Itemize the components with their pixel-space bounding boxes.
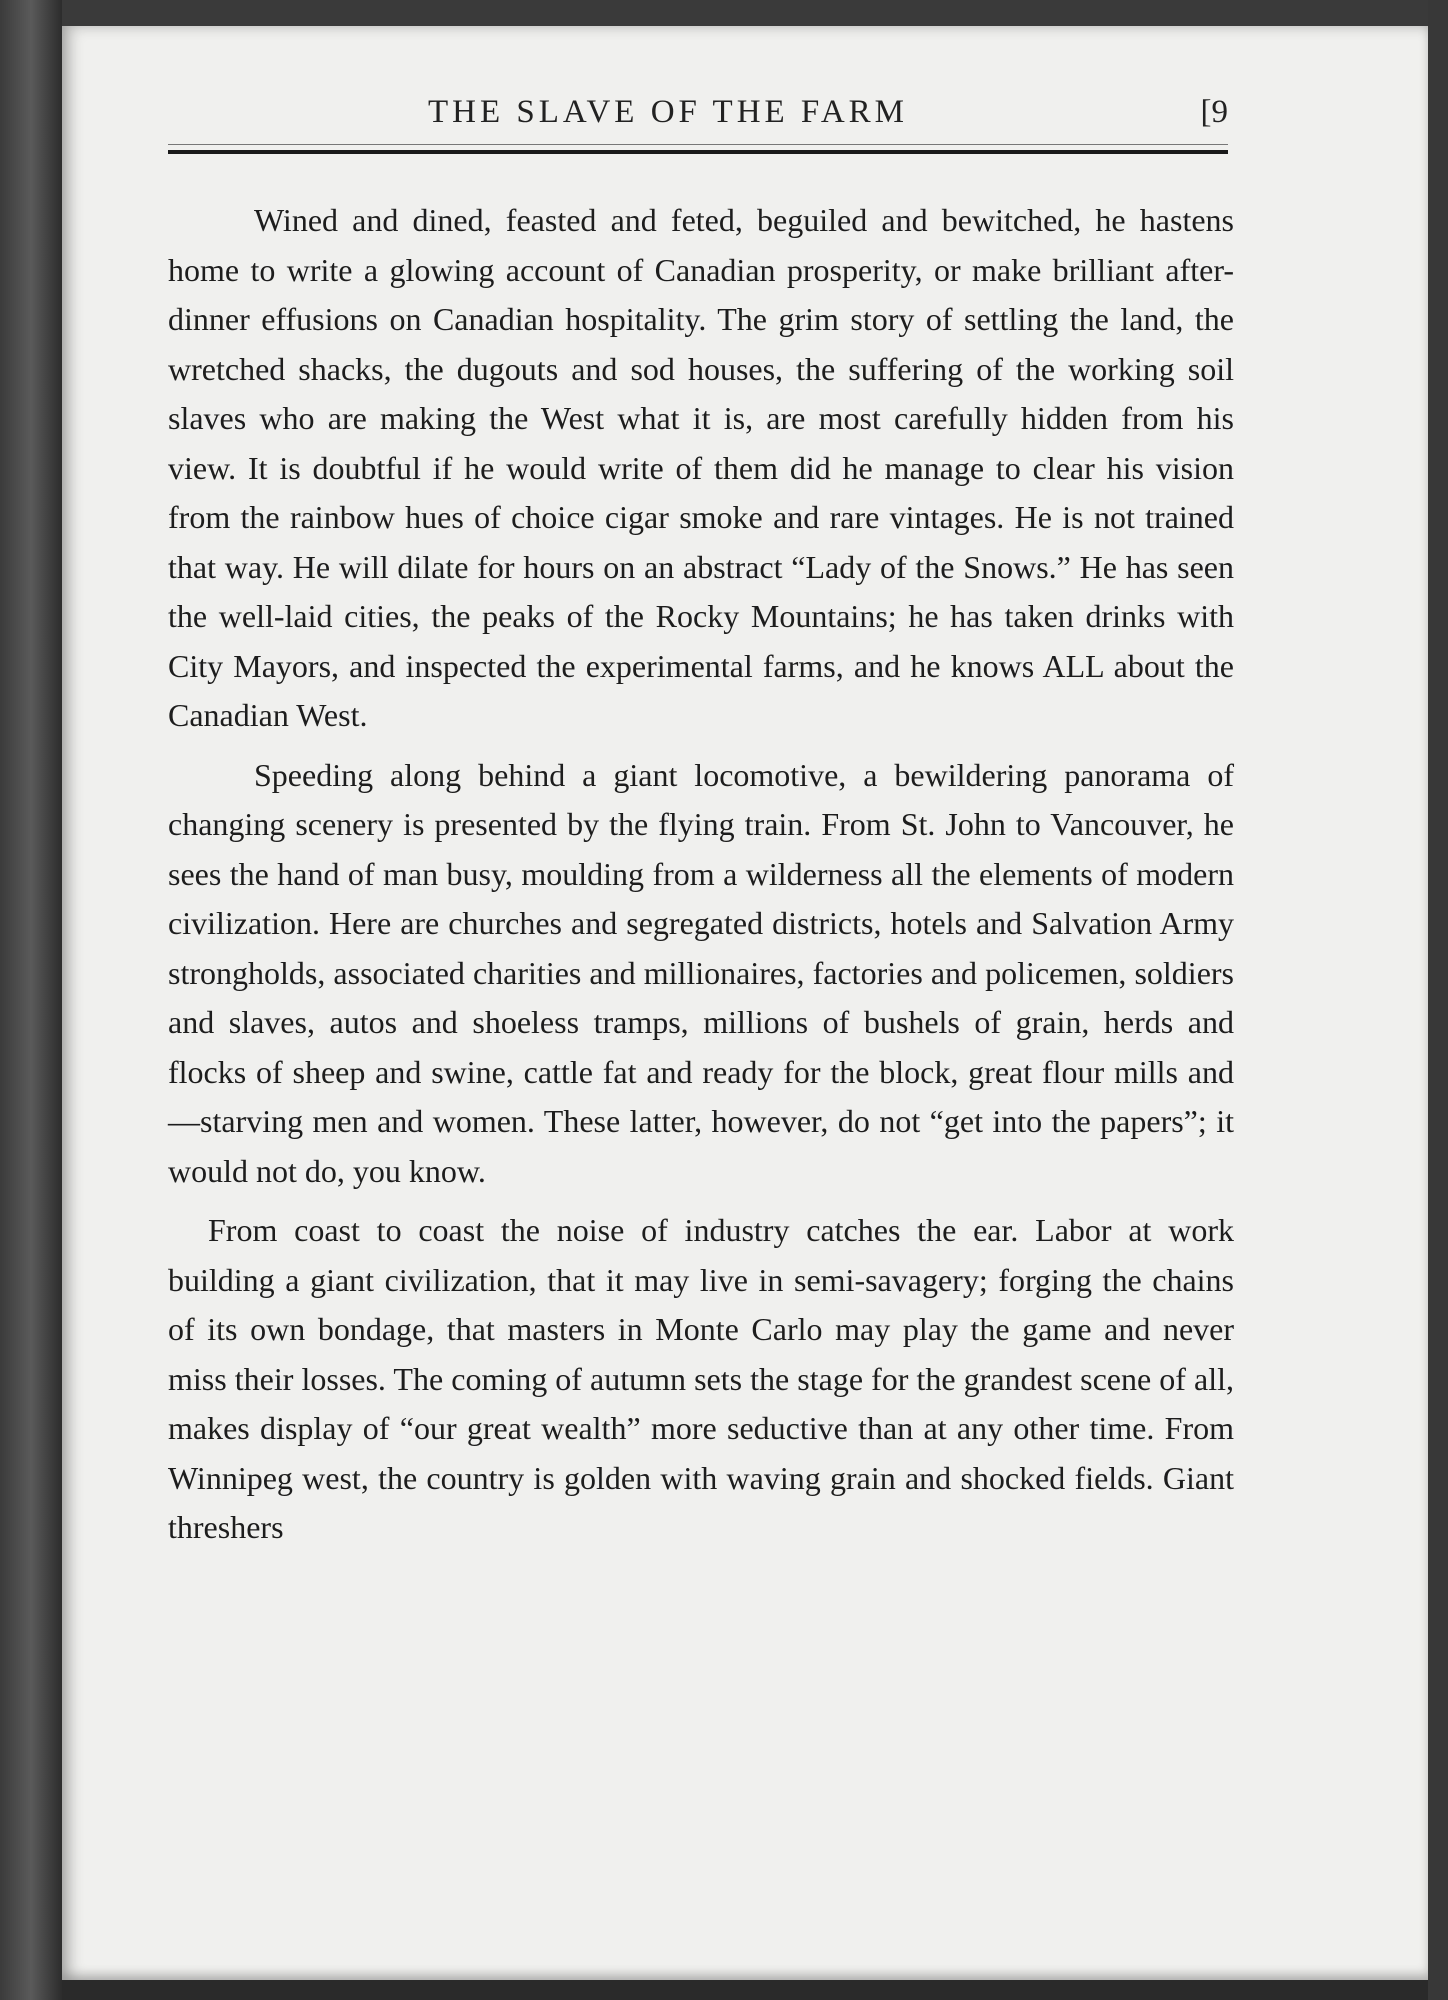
paragraph-3: From coast to coast the noise of industry catches the ear. Labor at work building a giant civilization, that it may live in semi-savagery; forging the chains of its own bondage, that masters in Monte Carlo may play the game and never miss their losses. The coming of autumn sets the stage for the grandest scene of all, makes display of “our great wealth” more seductive than at any other time. From Winnipeg west, the country is golden with waving grain and shocked fields. Giant threshers [168, 1212, 1234, 1545]
header-rule-thin [168, 144, 1228, 145]
scan-border-top [0, 0, 1448, 26]
scan-border-right [1428, 0, 1448, 2000]
paragraph-1: Wined and dined, feasted and feted, beguiled and bewitched, he hastens home to write a glowing account of Canadian prosperity, or make brilliant after-dinner effusions on Canadian hospitality. The grim story of settling the land, the wretched shacks, the dugouts and sod houses, the suffering of the working soil slaves who are making the West what it is, are most carefully hidden from his view. It is doubtful if he would write of them did he manage to clear his vision from the rainbow hues of choice cigar smoke and rare vintages. He is not trained that way. He will dilate for hours on an abstract “Lady of the Snows.” He has seen the well-laid cities, the peaks of the Rocky Mountains; he has taken drinks with City Mayors, and inspected the experimental farms, and he knows ALL about the Canadian West. [168, 202, 1234, 733]
page-header [168, 88, 1228, 138]
page-number: [9 [1200, 94, 1228, 130]
running-title: THE SLAVE OF THE FARM [427, 94, 909, 130]
paragraph-2: Speeding along behind a giant locomotive, a bewildering panorama of changing scenery is presented by the flying train. From St. John to Vancouver, he sees the hand of man busy, moulding from a wilderness all the elements of modern civilization. Here are churches and segregated districts, hotels and Salvation Army strongholds, associated charities and millionaires, factories and policemen, soldiers and slaves, autos and shoeless tramps, millions of bushels of grain, herds and flocks of sheep and swine, cattle fat and ready for the block, great flour mills and—starving men and women. These latter, however, do not “get into the papers”; it would not do, you know. [168, 756, 1234, 1189]
scan-border-left [0, 0, 62, 2000]
header-rule [168, 150, 1228, 154]
body-text [168, 196, 1234, 1563]
